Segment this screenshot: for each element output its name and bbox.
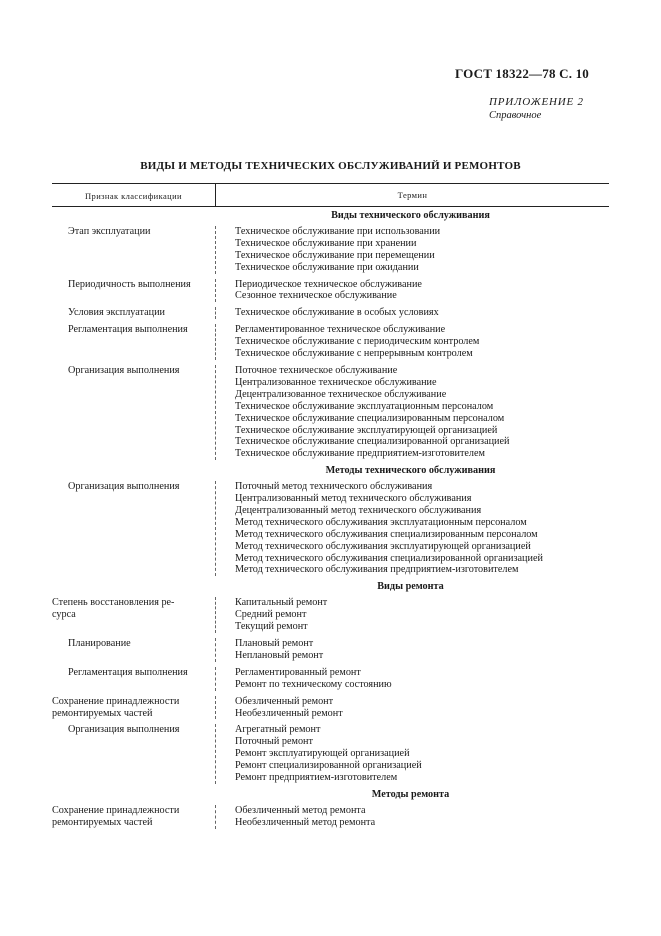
page-title: ВИДЫ И МЕТОДЫ ТЕХНИЧЕСКИХ ОБСЛУЖИВАНИЙ И РЕМОНТОВ (140, 160, 521, 172)
term-item: Неплановый ремонт (235, 649, 324, 661)
table-row (52, 638, 609, 662)
term-list (215, 365, 609, 460)
term-list (215, 638, 609, 662)
classification-label-line: Условия эксплуатации (68, 307, 165, 319)
table-row (52, 324, 609, 360)
classification-label (52, 279, 215, 303)
classification-label-line: Организация выполнения (68, 481, 180, 493)
table-row (52, 667, 609, 691)
term-list (215, 724, 609, 784)
classification-label (52, 805, 215, 829)
appendix-note: Справочное (489, 110, 542, 121)
table-row (52, 279, 609, 303)
table-row (52, 481, 609, 576)
classification-label-line: Периодичность выполнения (68, 278, 191, 290)
term-item: Метод технического обслуживания эксплуатационным персоналом (235, 516, 527, 528)
section-title: Методы ремонта (371, 788, 450, 800)
classification-label-line: Планирование (68, 638, 131, 649)
document-code-header: ГОСТ 18322—78 С. 10 (455, 66, 589, 81)
term-list (215, 597, 609, 633)
table-row (52, 226, 609, 274)
term-item: Техническое обслуживание при использовании (235, 225, 441, 237)
term-item: Децентрализованное техническое обслуживание (235, 388, 447, 400)
column-header-term: Термин (215, 184, 609, 206)
term-item: Регламентированное техническое обслуживание (235, 324, 446, 336)
classification-label-line: Этап эксплуатации (68, 225, 151, 237)
term-item: Метод технического обслуживания специализированным персоналом (235, 528, 538, 540)
term-item: Поточный метод технического обслуживания (235, 481, 433, 493)
table-row (52, 696, 609, 720)
term-list (215, 481, 609, 576)
table-row (52, 307, 609, 319)
term-item: Техническое обслуживание с периодическим контролем (235, 336, 480, 348)
appendix-title: ПРИЛОЖЕНИЕ 2 (489, 96, 584, 108)
term-item: Централизованное техническое обслуживание (235, 376, 437, 388)
term-item: Периодическое техническое обслуживание (235, 278, 422, 290)
classification-label-line: Организация выполнения (68, 724, 180, 736)
term-list (215, 226, 609, 274)
classification-label (52, 638, 215, 662)
term-item: Обезличенный метод ремонта (235, 804, 366, 816)
term-item: Техническое обслуживание эксплуатирующей организацией (235, 424, 498, 436)
classification-label-line: ремонтируемых частей (52, 816, 153, 828)
term-item: Ремонт предприятием-изготовителем (235, 772, 398, 784)
column-header-classification: Признак классификации (85, 191, 182, 201)
classification-label (52, 481, 215, 576)
term-list (215, 307, 609, 319)
term-item: Капитальный ремонт (235, 597, 328, 609)
term-item: Поточное техническое обслуживание (235, 364, 398, 376)
classification-label-line: Регламентация выполнения (68, 666, 188, 678)
term-item: Техническое обслуживание при перемещении (235, 249, 435, 261)
classification-label-line: Степень восстановления ре- (52, 597, 175, 609)
term-item: Обезличенный ремонт (235, 695, 334, 707)
table-row (52, 597, 609, 633)
term-item: Ремонт специализированной организацией (235, 760, 422, 772)
classification-label-line: сурса (52, 609, 76, 621)
term-item: Децентрализованный метод технического обслуживания (235, 504, 482, 516)
classification-label (52, 307, 215, 319)
term-item: Техническое обслуживание с непрерывным контролем (235, 348, 473, 360)
classification-label (52, 324, 215, 360)
term-item: Метод технического обслуживания предприятием-изготовителем (235, 564, 519, 576)
classification-label (52, 226, 215, 274)
term-item: Средний ремонт (235, 609, 307, 621)
term-item: Ремонт эксплуатирующей организацией (235, 748, 410, 760)
term-list (215, 805, 609, 829)
term-item: Поточный ремонт (235, 736, 313, 748)
term-item: Необезличенный метод ремонта (235, 816, 376, 828)
classification-label-line: Организация выполнения (68, 364, 180, 376)
classification-label (52, 597, 215, 633)
term-list (215, 667, 609, 691)
section-title: Виды технического обслуживания (331, 210, 490, 221)
term-item: Техническое обслуживание при ожидании (235, 261, 419, 273)
term-item: Техническое обслуживание при хранении (235, 237, 417, 249)
term-list (215, 696, 609, 720)
table-row (52, 805, 609, 829)
term-item: Техническое обслуживание эксплуатационным персоналом (235, 400, 494, 412)
classification-label (52, 696, 215, 720)
term-item: Техническое обслуживание в особых условиях (235, 307, 439, 319)
classification-label-line: Сохранение принадлежности (52, 804, 180, 816)
classification-label (52, 724, 215, 784)
term-item: Текущий ремонт (235, 621, 308, 633)
section-title: Виды ремонта (377, 581, 444, 593)
term-item: Техническое обслуживание специализированным персоналом (235, 412, 505, 424)
table-body (52, 210, 609, 829)
classification-label (52, 365, 215, 460)
term-item: Ремонт по техническому состоянию (235, 678, 392, 690)
section-title: Методы технического обслуживания (325, 465, 496, 477)
classification-label (52, 667, 215, 691)
term-item: Регламентированный ремонт (235, 666, 361, 678)
table-row (52, 365, 609, 460)
term-item: Централизованный метод технического обслуживания (235, 493, 472, 505)
term-item: Техническое обслуживание предприятием-изготовителем (235, 448, 485, 460)
term-list (215, 279, 609, 303)
term-item: Сезонное техническое обслуживание (235, 290, 397, 302)
table-row (52, 724, 609, 784)
classification-label-line: ремонтируемых частей (52, 707, 153, 719)
classification-label-line: Сохранение принадлежности (52, 695, 180, 707)
table-header (52, 183, 609, 207)
term-item: Необезличенный ремонт (235, 707, 343, 719)
term-item: Агрегатный ремонт (235, 724, 321, 736)
term-item: Техническое обслуживание специализированной организацией (235, 436, 510, 448)
term-item: Метод технического обслуживания эксплуатирующей организацией (235, 540, 531, 552)
term-item: Метод технического обслуживания специализированной организацией (235, 552, 543, 564)
classification-table (52, 183, 609, 834)
classification-label-line: Регламентация выполнения (68, 324, 188, 336)
term-list (215, 324, 609, 360)
term-item: Плановый ремонт (235, 638, 314, 649)
